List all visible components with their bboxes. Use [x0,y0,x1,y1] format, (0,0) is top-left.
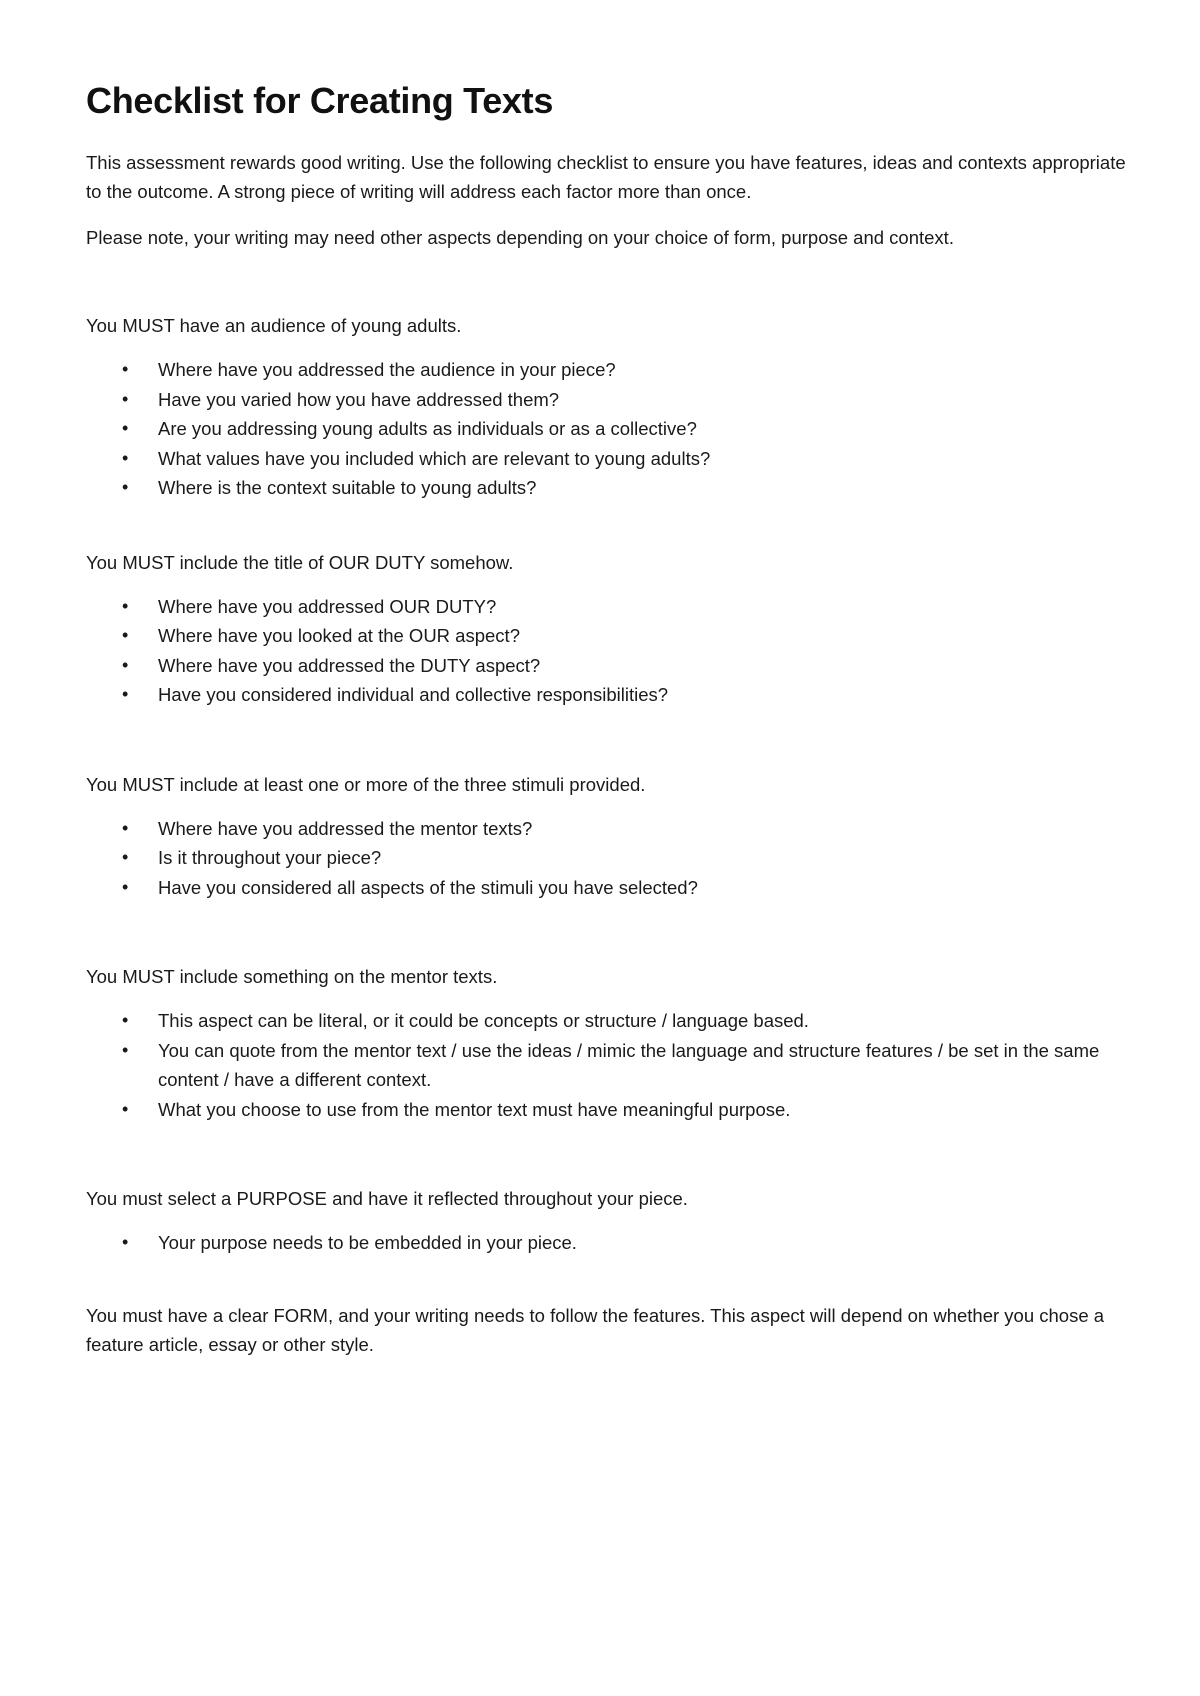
list-item: • Where have you addressed the mentor texts? [86,814,1126,844]
bullet-list [86,592,1126,710]
list-item: • Have you considered all aspects of the stimuli you have selected? [86,873,1126,903]
list-item: • Have you considered individual and collective responsibilities? [86,680,1126,710]
list-item: • What values have you included which are relevant to young adults? [86,444,1126,474]
bullet-icon: • [122,1039,129,1060]
bullet-icon: • [122,595,129,616]
bullet-icon: • [122,817,129,838]
intro-note: Please note, your writing may need other aspects depending on your choice of form, purpose and context. [86,227,954,248]
list-item: • Where have you addressed OUR DUTY? [86,592,1126,622]
section-heading: You MUST include something on the mentor texts. [86,966,498,987]
bullet-icon: • [122,477,129,497]
bullet-list [86,814,1126,903]
bullet-list [86,1006,1126,1124]
bullet-icon: • [122,418,129,438]
bullet-icon: • [122,1232,129,1252]
bullet-icon: • [122,625,129,645]
list-item: • What you choose to use from the mentor text must have meaningful purpose. [86,1095,1126,1125]
list-item: • Where have you addressed the audience in your piece? [86,355,1126,385]
section-our-duty [86,548,1126,710]
bullet-icon: • [122,388,129,409]
section-heading: You MUST include the title of OUR DUTY somehow. [86,551,514,573]
bullet-icon: • [122,847,129,867]
list-item: • You can quote from the mentor text / use the ideas / mimic the language and structure features / be set in the same content / have a different context. [86,1036,1126,1095]
list-item: • Is it throughout your piece? [86,843,1126,873]
section-audience [86,311,1126,503]
list-item: • Your purpose needs to be embedded in your piece. [86,1228,1126,1258]
list-item: • Where is the context suitable to young adults? [86,473,1126,503]
section-heading: You MUST include at least one or more of the three stimuli provided. [86,773,646,795]
bullet-icon: • [122,684,129,704]
bullet-list [86,1228,1126,1258]
bullet-icon: • [122,876,129,897]
section-stimuli [86,770,1126,903]
intro-paragraph: This assessment rewards good writing. Use the following checklist to ensure you have features, ideas and contexts appropriate to the outcome. A strong piece of writing will address each factor more than once. [86,152,1126,202]
section-mentor-texts [86,962,1126,1124]
section-heading: You MUST have an audience of young adults. [86,315,462,336]
closing-paragraph: You must have a clear FORM, and your writing needs to follow the features. This aspect will depend on whether you chose a feature article, essay or other style. [86,1304,1105,1355]
list-item: • Where have you looked at the OUR aspect? [86,621,1126,651]
section-purpose [86,1184,1126,1258]
bullet-icon: • [122,1098,129,1119]
list-item: • Where have you addressed the DUTY aspect? [86,651,1126,681]
list-item: • Have you varied how you have addressed them? [86,385,1126,415]
bullet-icon: • [122,1010,129,1030]
section-heading: You must select a PURPOSE and have it reflected throughout your piece. [86,1188,688,1209]
list-item: • Are you addressing young adults as individuals or as a collective? [86,414,1126,444]
page-title: Checklist for Creating Texts [86,80,554,121]
list-item: • This aspect can be literal, or it could be concepts or structure / language based. [86,1006,1126,1036]
bullet-list [86,355,1126,503]
bullet-icon: • [122,654,129,675]
document-page [86,78,1126,1359]
bullet-icon: • [122,359,129,379]
bullet-icon: • [122,447,129,468]
